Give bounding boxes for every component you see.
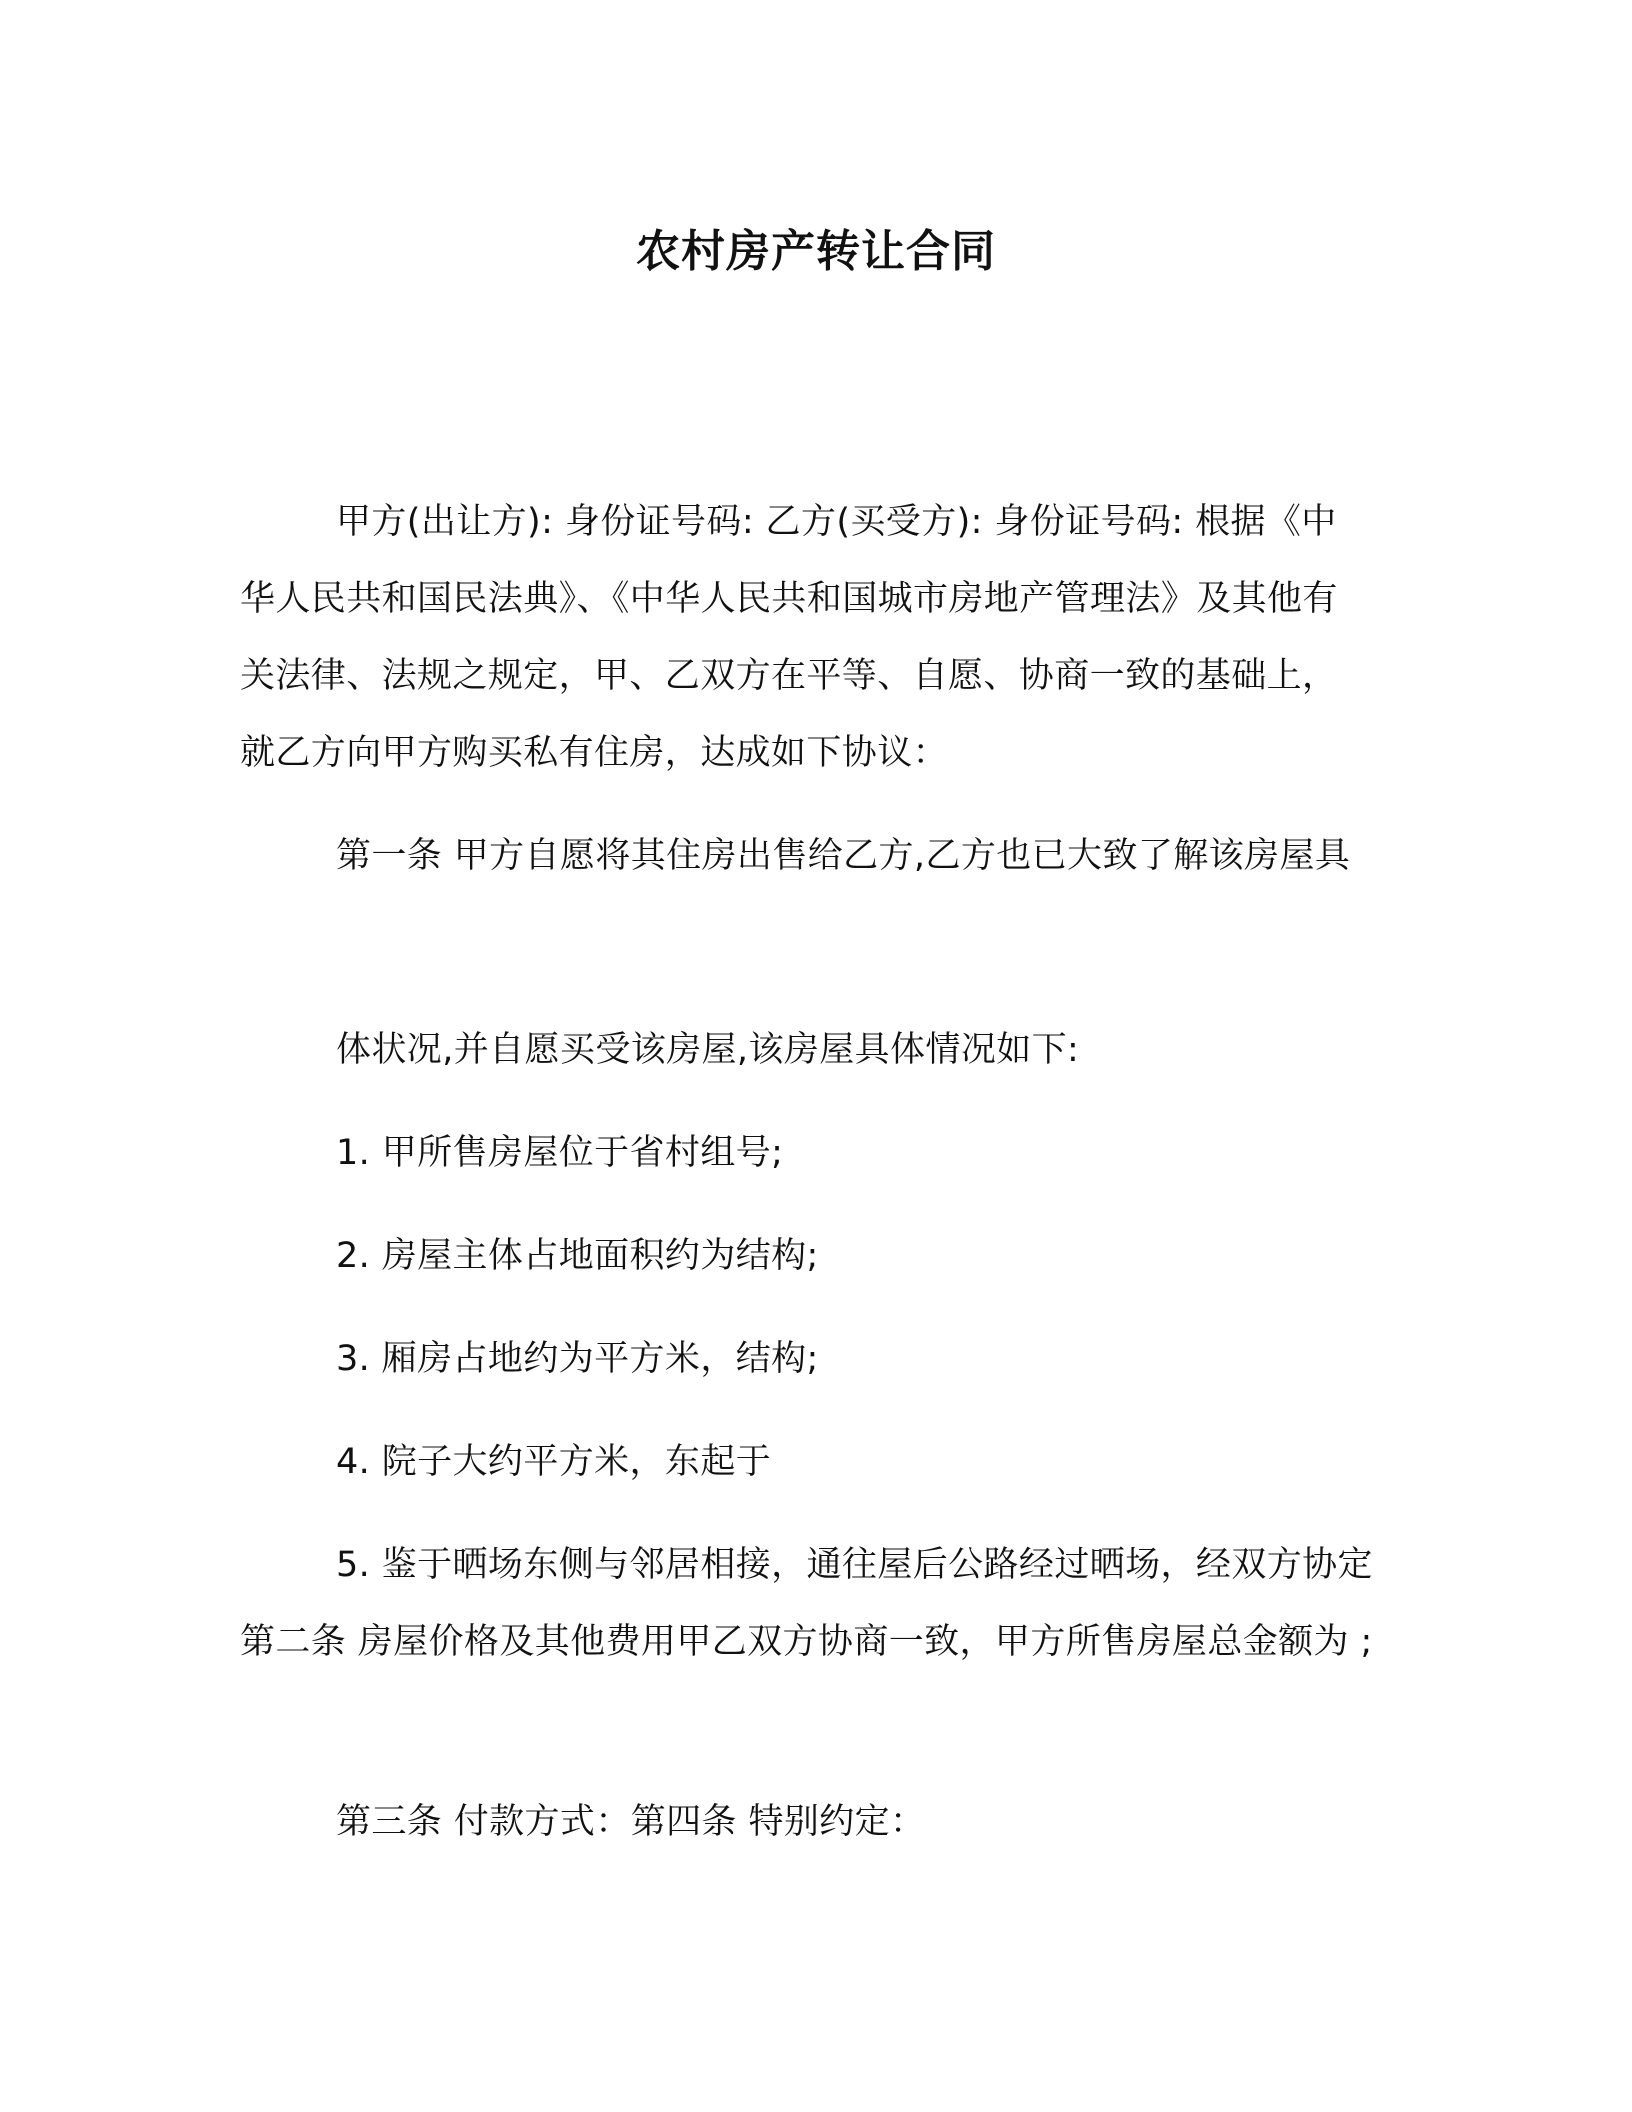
paragraph-article-1-continued: 体状况,并自愿买受该房屋,该房屋具体情况如下: xyxy=(336,1030,1080,1070)
list-item-1: 1. 甲所售房屋位于省村组号; xyxy=(336,1133,784,1173)
list-item-2: 2. 房屋主体占地面积约为结构; xyxy=(336,1236,819,1276)
paragraph-article-1: 第一条 甲方自愿将其住房出售给乙方,乙方也已大致了解该房屋具 xyxy=(336,836,1351,876)
list-item-5: 5. 鉴于晒场东侧与邻居相接，通往屋后公路经过晒场，经双方协定 第二条 房屋价格及其他费用甲乙双方协商一致，甲方所售房屋总金额为 ; xyxy=(240,1545,1373,1662)
list-item-3: 3. 厢房占地约为平方米，结构; xyxy=(336,1339,819,1379)
list-item-4: 4. 院子大约平方米，东起于 xyxy=(336,1442,772,1482)
document-title: 农村房产转让合同 xyxy=(636,226,996,277)
paragraph-article-3: 第三条 付款方式：第四条 特别约定： xyxy=(336,1802,926,1842)
paragraph-intro: 甲方(出让方): 身份证号码: 乙方(买受方): 身份证号码: 根据《中华人民共和国民法典》、《中华人民共和国城市房地产管理法》及其他有关法律、法规之规定，甲、乙双方在平等、自愿、协商一致的基础上，就乙方向甲方购买私有住房，达成如下协议： xyxy=(240,502,1338,773)
